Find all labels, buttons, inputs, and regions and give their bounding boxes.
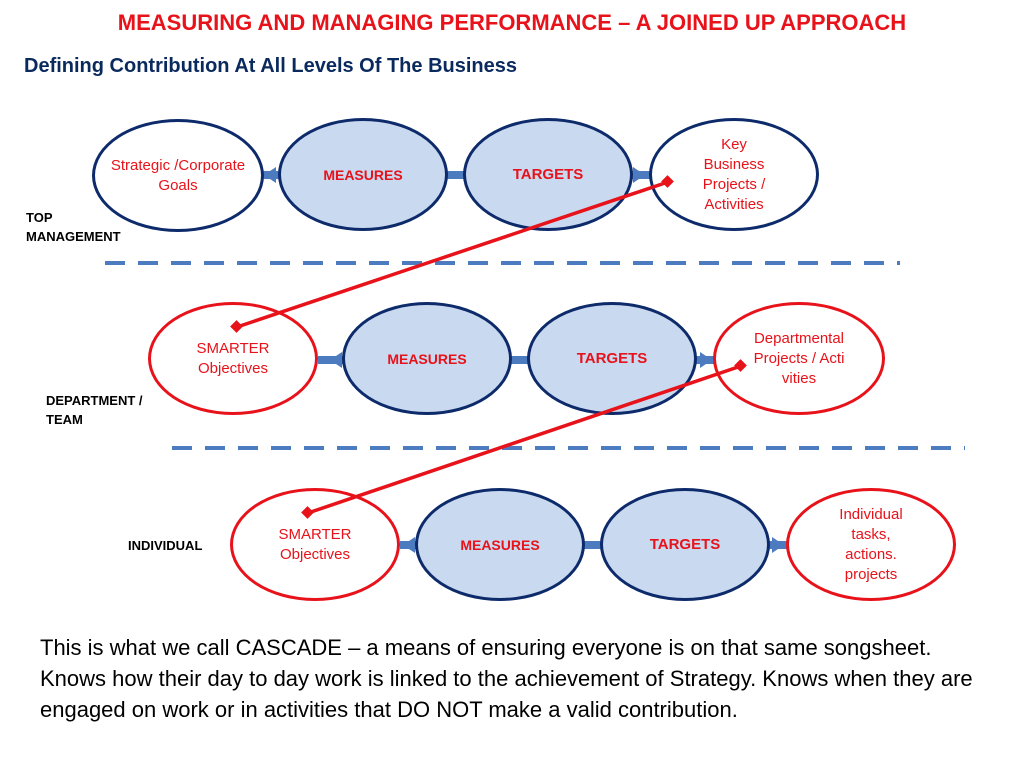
level-label-department-line2: TEAM bbox=[46, 412, 83, 427]
cascade-link-department-start-marker bbox=[734, 359, 747, 372]
level-label-individual: INDIVIDUAL bbox=[128, 538, 203, 553]
level-label-department-line1: DEPARTMENT / bbox=[46, 393, 143, 408]
individual-targets-text: TARGETS bbox=[649, 535, 721, 553]
cascade-link-top-to-department bbox=[237, 182, 668, 327]
individual-measures-text: MEASURES bbox=[460, 536, 540, 553]
department-smarter-objectives-text: SMARTER Objectives bbox=[196, 339, 270, 377]
cascade-explanation-text: This is what we call CASCADE – a means of ensuring everyone is on that same songsheet. Knows how their day to day work is linked to the achievement of Strategy. Knows when they are engaged on work or in activities that DO NOT make a valid contribution. bbox=[40, 635, 973, 722]
cascade-link-department-to-individual bbox=[308, 366, 741, 513]
cascade-link-department-end-marker bbox=[301, 506, 314, 519]
individual-tasks-text: Individual tasks, actions. projects bbox=[839, 505, 903, 583]
key-business-projects-text: Key Business Projects / Activities bbox=[702, 135, 766, 213]
departmental-projects-text: Departmental Projects / Activities bbox=[753, 329, 845, 387]
page-title: MEASURING AND MANAGING PERFORMANCE – A JOINED UP APPROACH bbox=[117, 10, 907, 35]
level-label-top-line1: TOP bbox=[26, 210, 53, 225]
page-subtitle: Defining Contribution At All Levels Of The Business bbox=[24, 55, 517, 77]
top-targets-text: TARGETS bbox=[512, 165, 584, 183]
strategic-goals-text: Strategic /Corporate Goals bbox=[110, 156, 246, 194]
level-label-top-line2: MANAGEMENT bbox=[26, 229, 121, 244]
cascade-link-top-start-marker bbox=[661, 175, 674, 188]
individual-smarter-objectives-text: SMARTER Objectives bbox=[278, 525, 352, 563]
department-targets-text: TARGETS bbox=[576, 349, 648, 367]
department-measures-text: MEASURES bbox=[387, 350, 467, 367]
cascade-link-top-end-marker bbox=[230, 320, 243, 333]
top-measures-text: MEASURES bbox=[323, 166, 403, 183]
